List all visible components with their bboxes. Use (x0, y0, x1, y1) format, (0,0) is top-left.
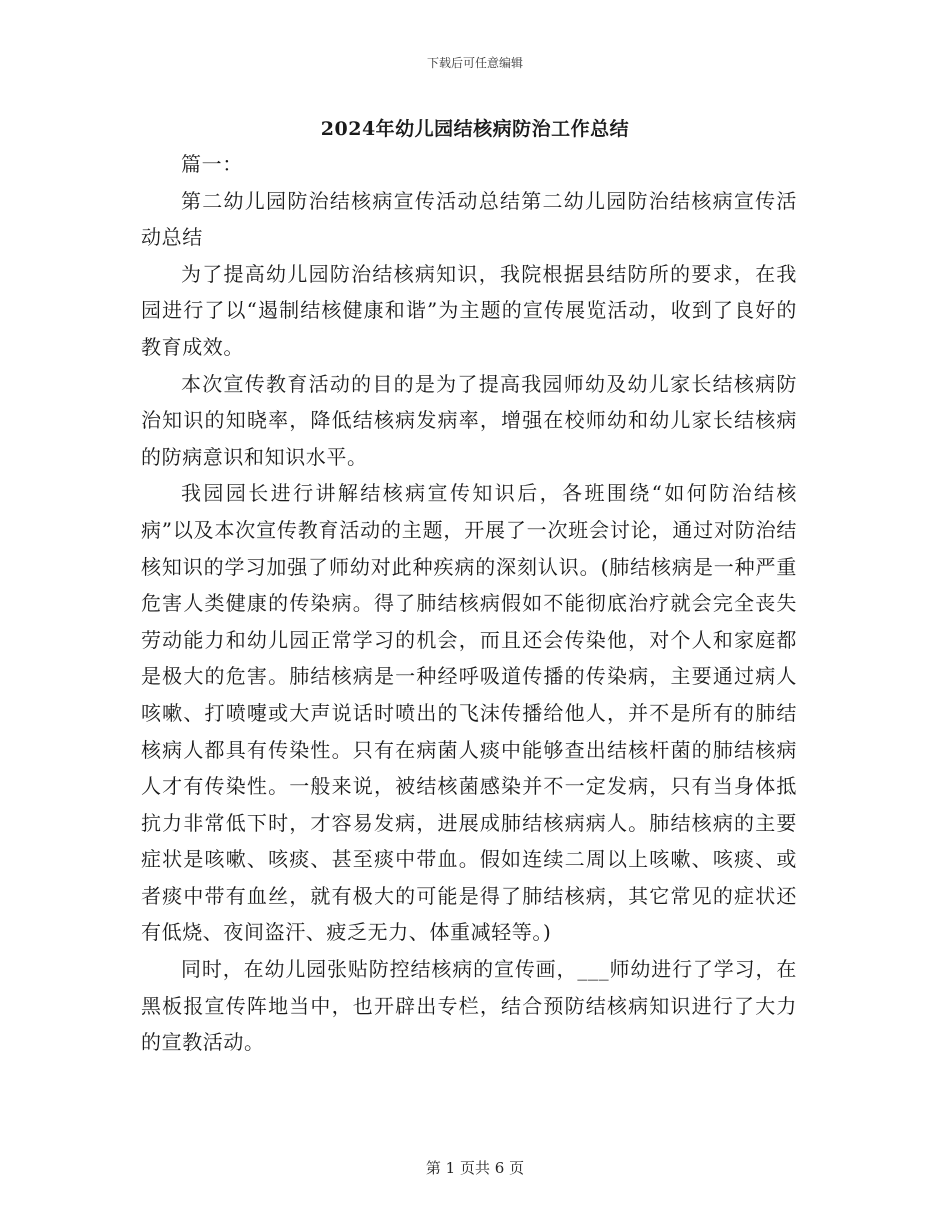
paragraph: 为了提高幼儿园防治结核病知识，我院根据县结防所的要求，在我园进行了以“遏制结核健康和谐”为主题的宣传展览活动，收到了良好的教育成效。 (141, 261, 797, 359)
paragraph: 第二幼儿园防治结核病宣传活动总结第二幼儿园防治结核病宣传活动总结 (141, 188, 797, 250)
page-number: 第 1 页共 6 页 (425, 1159, 525, 1177)
paragraph: 本次宣传教育活动的目的是为了提高我园师幼及幼儿家长结核病防治知识的知晓率，降低结核病发病率，增强在校师幼和幼儿家长结核病的防病意识和知识水平。 (141, 371, 797, 469)
header-note: 下载后可任意编辑 (426, 56, 523, 70)
paragraph: 同时，在幼儿园张贴防控结核病的宣传画，___师幼进行了学习，在黑板报宣传阵地当中，也开辟出专栏，结合预防结核病知识进行了大力的宣教活动。 (141, 957, 797, 1055)
document-body (141, 146, 797, 1061)
paragraph: 我园园长进行讲解结核病宣传知识后，各班围绕“如何防治结核病”以及本次宣传教育活动的主题，开展了一次班会讨论，通过对防治结核知识的学习加强了师幼对此种疾病的深刻认识。(肺结核病是一种严重危害人类健康的传染病。得了肺结核病假如不能彻底治疗就会完全丧失劳动能力和幼儿园正常学习的机会，而且还会传染他，对个人和家庭都是极大的危害。肺结核病是一种经呼吸道传播的传染病，主要通过病人咳嗽、打喷嚏或大声说话时喷出的飞沫传播给他人，并不是所有的肺结核病人都具有传染性。只有在病菌人痰中能够查出结核杆菌的肺结核病人才有传染性。一般来说，被结核菌感染并不一定发病，只有当身体抵抗力非常低下时，才容易发病，进展成肺结核病病人。肺结核病的主要症状是咳嗽、咳痰、甚至痰中带血。假如连续二周以上咳嗽、咳痰、或者痰中带有血丝，就有极大的可能是得了肺结核病，其它常见的症状还有低烧、夜间盗汗、疲乏无力、体重减轻等。) (141, 481, 797, 945)
document-title: 2024年幼儿园结核病防治工作总结 (320, 118, 630, 140)
paragraph: 篇一： (181, 152, 243, 176)
